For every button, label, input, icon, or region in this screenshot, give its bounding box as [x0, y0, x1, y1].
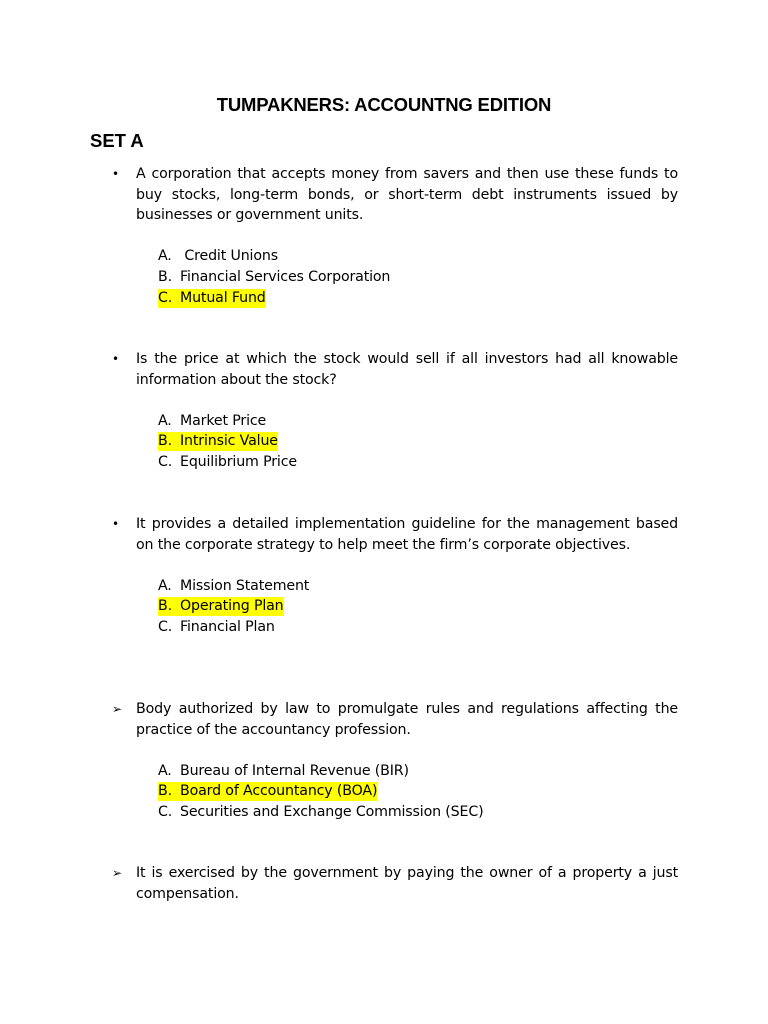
option-letter: A. [158, 577, 172, 594]
option-text: Financial Plan [180, 618, 275, 635]
option-letter: C. [158, 803, 173, 820]
arrow-bullet-icon: ➢ [112, 866, 123, 880]
option-text: Bureau of Internal Revenue (BIR) [180, 762, 409, 779]
question-text: Body authorized by law to promulgate rules and regulations affecting the practice of the accountancy profession. [136, 701, 678, 738]
arrow-bullet-icon: ➢ [112, 702, 123, 716]
option-a [158, 576, 678, 597]
option-a [158, 761, 678, 782]
option-a [158, 411, 678, 432]
option-text: Securities and Exchange Commission (SEC) [180, 803, 484, 820]
option-b [158, 596, 678, 617]
question-item [112, 349, 678, 473]
option-letter: B. [158, 433, 172, 450]
question-text: It is exercised by the government by paying the owner of a property a just compensation. [136, 865, 678, 902]
answer-highlight [158, 432, 278, 451]
option-c [158, 288, 678, 309]
answer-highlight [158, 289, 266, 308]
question-text: It provides a detailed implementation guideline for the management based on the corporate strategy to help meet the firm’s corporate objectives. [136, 516, 678, 553]
question-item [112, 514, 678, 638]
set-label: SET A [90, 130, 144, 151]
option-b [158, 267, 678, 288]
option-letter: C. [158, 453, 173, 470]
option-text: Mutual Fund [180, 289, 266, 306]
answer-highlight [158, 782, 377, 801]
option-c [158, 452, 678, 473]
answer-highlight [158, 597, 284, 616]
question-item [112, 863, 678, 904]
option-letter: A. [158, 412, 172, 429]
option-letter: C. [158, 618, 173, 635]
option-text: Financial Services Corporation [180, 268, 391, 285]
option-text: Operating Plan [180, 598, 284, 615]
option-b [158, 781, 678, 802]
document-title: TUMPAKNERS: ACCOUNTNG EDITION [216, 94, 552, 115]
option-letter: B. [158, 783, 172, 800]
question-text: Is the price at which the stock would sell if all investors had all knowable information about the stock? [136, 351, 678, 388]
answer-options [158, 576, 678, 638]
option-text: Credit Unions [180, 248, 278, 265]
option-text: Board of Accountancy (BOA) [180, 783, 378, 800]
answer-options [158, 246, 678, 308]
bullet-icon: • [112, 517, 120, 531]
option-letter: A. [158, 762, 172, 779]
option-a [158, 246, 678, 267]
option-letter: C. [158, 289, 173, 306]
option-text: Intrinsic Value [180, 433, 278, 450]
option-text: Equilibrium Price [180, 453, 297, 470]
option-text: Market Price [180, 412, 267, 429]
bullet-icon: • [112, 167, 120, 181]
option-letter: B. [158, 268, 172, 285]
option-letter: B. [158, 598, 172, 615]
option-b [158, 431, 678, 452]
option-text: Mission Statement [180, 577, 310, 594]
answer-options [158, 411, 678, 473]
bullet-icon: • [112, 352, 120, 366]
question-item [112, 699, 678, 823]
option-letter: A. [158, 248, 172, 265]
option-c [158, 802, 678, 823]
question-item [112, 164, 678, 308]
answer-options [158, 761, 678, 823]
option-c [158, 617, 678, 638]
question-text: A corporation that accepts money from savers and then use these funds to buy stocks, long-term bonds, or short-term debt instruments issued by businesses or government units. [136, 166, 678, 224]
